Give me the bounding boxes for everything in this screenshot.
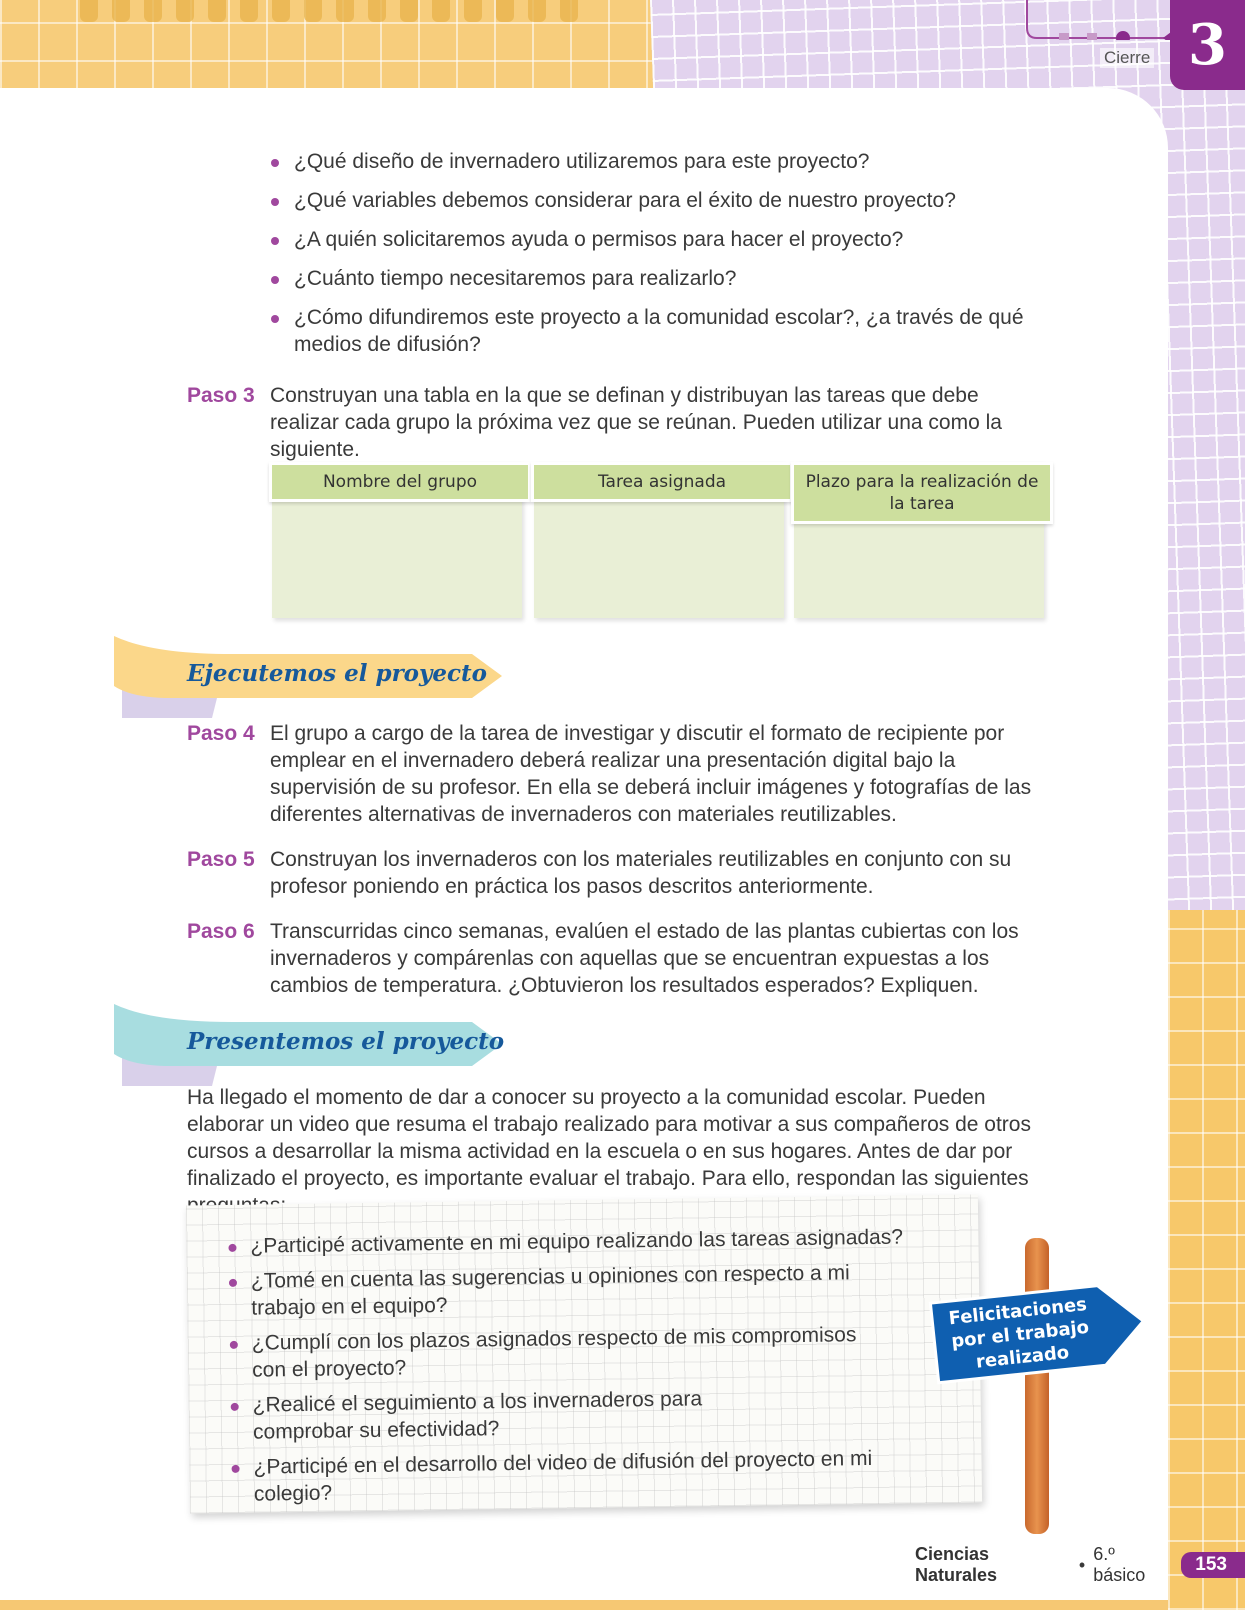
sign-text: Felicitaciones por el trabajo realizado [947,1293,1090,1373]
step-6 [187,918,1047,999]
table-column [794,462,1044,618]
step-text: Construyan una tabla en la que se definan y distribuyan las tareas que debe realizar cada grupo la próxima vez que se reúnan. Pueden utilizar una como la siguiente. [270,384,1002,461]
step-label: Paso 4 [187,722,255,745]
list-item: ¿Cumplí con los plazos asignados respecto de mis compromisos con el proyecto? [228,1321,893,1384]
progress-step-icon [1087,33,1097,40]
list-item: ¿Tomé en cuenta las sugerencias u opiniones con respecto a mi trabajo en el equipo? [227,1259,892,1322]
step-3 [187,382,1047,463]
list-item: ¿Cuánto tiempo necesitaremos para realizarlo? [268,265,1058,292]
footer-separator: • [1078,1554,1086,1575]
table-header: Nombre del grupo [269,462,531,502]
progress-step-icon [1059,33,1069,40]
section-title: Ejecutemos el proyecto [187,660,487,687]
evaluation-questions-list [226,1223,950,1516]
task-table [272,462,1044,622]
page-number: 153 [1181,1552,1245,1578]
background-grid-yellow-right [1168,910,1245,1610]
step-text: Construyan los invernaderos con los materiales reutilizables en conjunto con su profesor poniendo en práctica los pasos descritos anteriormente. [270,848,1012,898]
list-item: ¿Realicé el seguimiento a los invernaderos para comprobar su efectividad? [228,1384,793,1446]
presentation-paragraph: Ha llegado el momento de dar a conocer su proyecto a la comunidad escolar. Pueden elaborar un video que resuma el trabajo realizado para motivar a sus compañeros de otros cursos a desarrollar la misma actividad en la escuela o en sus hogares. Antes de dar por finalizado el proyecto, es importante evaluar el trabajo. Para ello, respondan las siguientes [187,1086,1031,1190]
step-label: Paso 6 [187,920,255,943]
step-4 [187,720,1047,828]
section-label: Cierre [1100,48,1154,68]
section-banner-execute [112,636,512,718]
table-column [272,462,522,618]
table-column [534,462,784,618]
grade-label: 6.º básico [1093,1544,1146,1585]
progress-current-icon [1116,31,1130,40]
table-header: Tarea asignada [531,462,793,502]
list-item: ¿Cómo difundiremos este proyecto a la comunidad escolar?, ¿a través de qué medios de difusión? [268,304,1058,358]
list-item: ¿Participé activamente en mi equipo realizando las tareas asignadas? [226,1223,946,1260]
page-footer [915,1544,1245,1586]
list-item: ¿Participé en el desarrollo del video de difusión del proyecto en mi colegio? [229,1444,950,1508]
book-title: Ciencias Naturales [915,1544,998,1585]
list-item: ¿Qué diseño de invernadero utilizaremos para este proyecto? [268,148,1058,175]
section-title: Presentemos el proyecto [187,1028,505,1055]
section-banner-present [112,1004,512,1086]
section-progress-indicator [1025,0,1170,40]
step-label: Paso 5 [187,848,255,871]
planning-questions-list [268,148,1058,370]
step-text: El grupo a cargo de la tarea de investigar y discutir el formato de recipiente por emplear en el invernadero deberá realizar una presentación digital bajo la supervisión de su profesor. En ella se deberá incluir imágenes y fotografías de las diferentes alternativas de invernaderos con materiales reutilizables. [270,722,1032,826]
list-item: ¿Qué variables debemos considerar para el éxito de nuestro proyecto? [268,187,1058,214]
list-item: ¿A quién solicitaremos ayuda o permisos para hacer el proyecto? [268,226,1058,253]
step-label: Paso 3 [187,384,255,407]
table-header: Plazo para la realización de la tarea [791,462,1053,524]
step-5 [187,846,1047,900]
step-text: Transcurridas cinco semanas, evalúen el estado de las plantas cubiertas con los invernaderos y compárenlas con aquellas que se encuentran expuestas a los cambios de temperatura. ¿Obtuvieron los resultados esperados? Expliquen. [270,920,1019,997]
signpost-pole [1025,1238,1049,1534]
evaluation-note-card [186,1194,982,1513]
paper-punch-holes [80,0,578,22]
chapter-number-tab: 3 [1170,0,1245,90]
